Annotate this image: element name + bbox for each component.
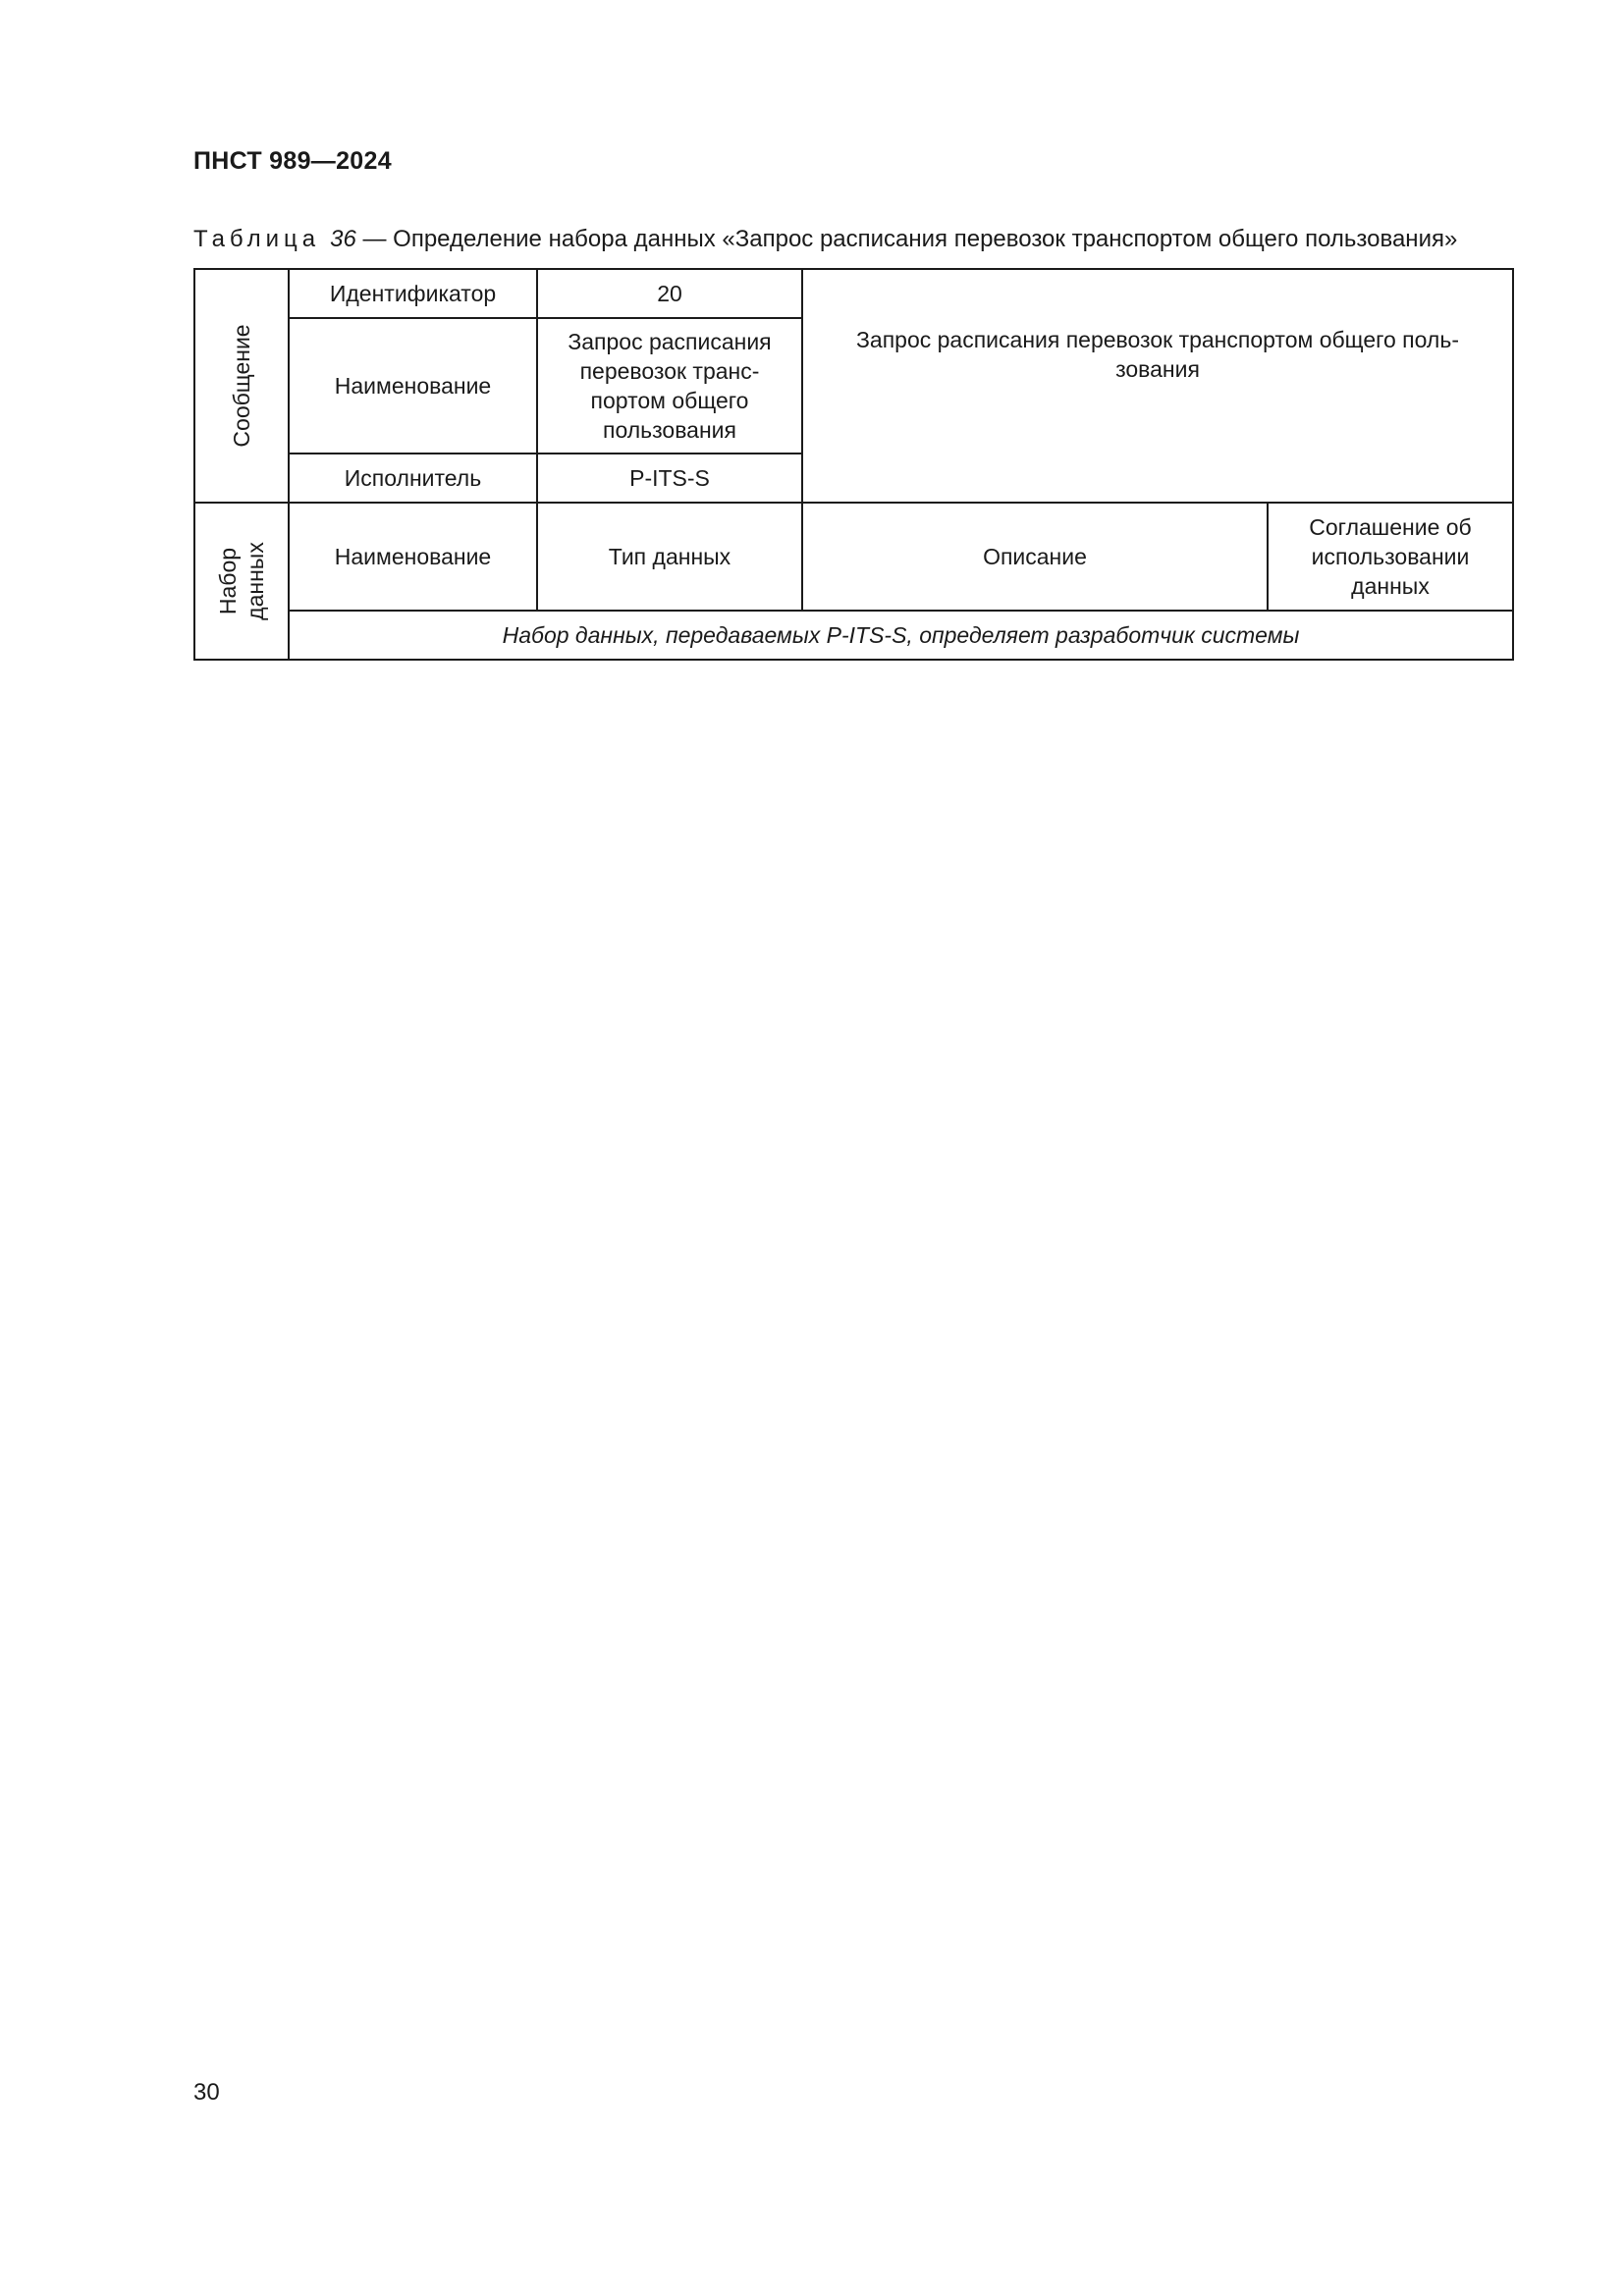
table-caption-label: Таблица: [193, 226, 321, 252]
identifier-value-cell: 20: [537, 269, 802, 318]
message-description-cell: [802, 269, 1513, 503]
column-header-data-type: Тип данных: [537, 503, 802, 611]
name-value-cell: Запрос расписания перевозок транс-портом общего пользования: [537, 318, 802, 454]
page-number: 30: [193, 2079, 220, 2106]
name-label-cell: Наименование: [289, 318, 537, 454]
column-header-name: Наименование: [289, 503, 537, 611]
column-header-description: Описание: [802, 503, 1268, 611]
dataset-side-label-cell: [194, 503, 289, 660]
dataset-definition-table: [193, 268, 1514, 661]
executor-label-cell: Исполнитель: [289, 454, 537, 503]
message-side-label: Сообщение: [229, 324, 254, 448]
message-description: Запрос расписания перевозок транспортом общего поль-зования: [856, 327, 1459, 382]
table-row: [194, 611, 1513, 660]
dataset-side-label-line1: Набор: [215, 547, 241, 615]
dataset-side-label: [214, 542, 269, 620]
table-row: [194, 269, 1513, 318]
executor-value-cell: P-ITS-S: [537, 454, 802, 503]
dataset-side-label-line2: данных: [243, 542, 268, 620]
message-side-label-cell: [194, 269, 289, 503]
table-row: [194, 503, 1513, 611]
column-header-agreement: Соглашение об использовании данных: [1268, 503, 1513, 611]
dataset-note: Набор данных, передаваемых P-ITS-S, определяет разработчик системы: [289, 611, 1513, 660]
table-caption: [193, 226, 1457, 253]
table-caption-text: — Определение набора данных «Запрос расписания перевозок транспортом общего пользования»: [362, 226, 1458, 252]
table-caption-number: 36: [330, 226, 356, 252]
identifier-label-cell: Идентификатор: [289, 269, 537, 318]
document-code: ПНСТ 989—2024: [193, 147, 392, 175]
